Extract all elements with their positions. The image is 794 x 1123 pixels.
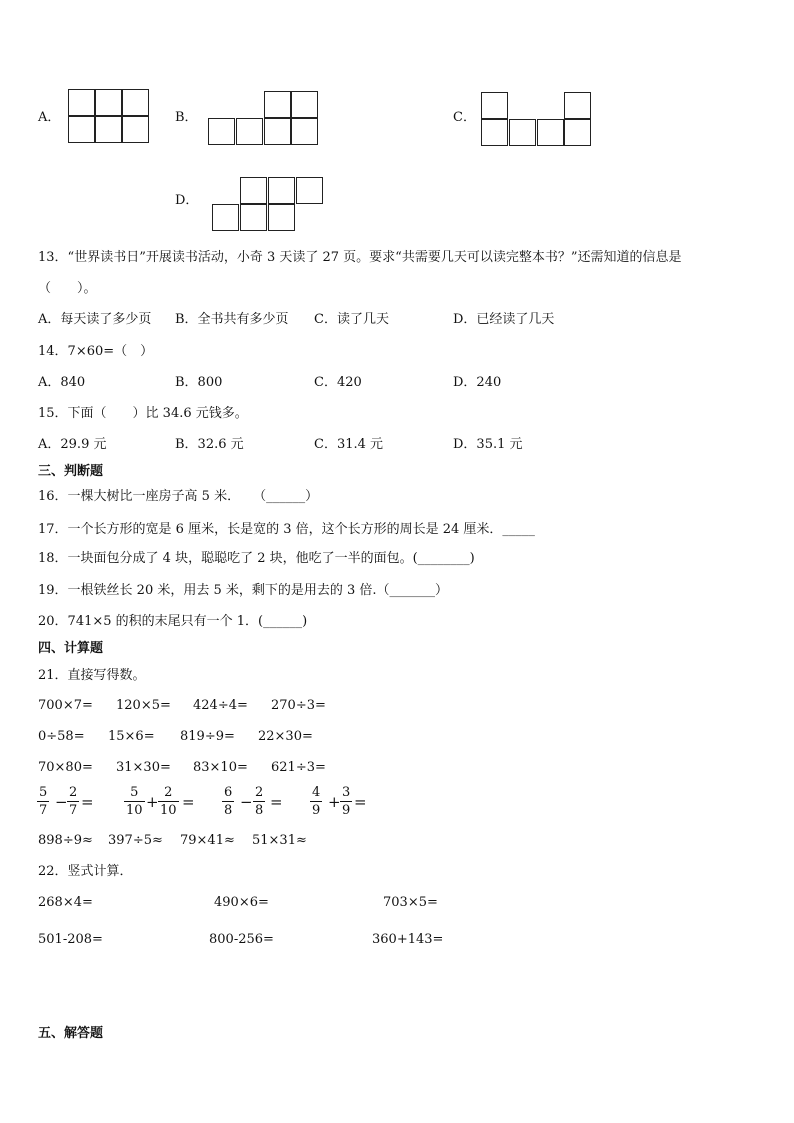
q12-option-b-label: B． bbox=[175, 110, 198, 125]
fraction-equals: = bbox=[270, 793, 283, 811]
q14-choice-b: B．800 bbox=[175, 375, 223, 390]
fraction: $\frac{4}{9}$ bbox=[312, 785, 321, 818]
q13-choice-d: D．已经读了几天 bbox=[453, 312, 555, 327]
q16: 16．一棵大树比一座房子高 5 米． （______） bbox=[38, 489, 319, 504]
q14-stem: 14．7×60=（ ） bbox=[38, 344, 154, 359]
calc-item: 0÷58= bbox=[38, 729, 85, 744]
fraction-equals: = bbox=[354, 793, 367, 811]
q14-choice-c: C．420 bbox=[314, 375, 362, 390]
section4-title: 四、计算题 bbox=[38, 641, 104, 656]
calc-item: 621÷3= bbox=[271, 760, 326, 775]
calc-item: 819÷9= bbox=[180, 729, 235, 744]
vertical-calc-item: 501-208= bbox=[38, 932, 103, 947]
calc-item: 397÷5≈ bbox=[108, 833, 163, 848]
fraction: $\frac{5}{7}$ bbox=[39, 785, 48, 818]
fraction-operator: − bbox=[240, 793, 253, 811]
calc-item: 70×80= bbox=[38, 760, 93, 775]
section3-title: 三、判断题 bbox=[38, 464, 104, 479]
q13-choice-b: B．全书共有多少页 bbox=[175, 312, 289, 327]
calc-item: 79×41≈ bbox=[180, 833, 235, 848]
q15-choice-d: D．35.1 元 bbox=[453, 437, 523, 452]
q13-blank: （ ）。 bbox=[38, 281, 97, 296]
calc-item: 898÷9≈ bbox=[38, 833, 93, 848]
calc-item: 31×30= bbox=[116, 760, 171, 775]
calc-item: 22×30= bbox=[258, 729, 313, 744]
fraction: $\frac{3}{9}$ bbox=[342, 785, 351, 818]
fraction: $\frac{2}{8}$ bbox=[255, 785, 264, 818]
calc-item: 15×6= bbox=[108, 729, 155, 744]
fraction: $\frac{5}{10}$ bbox=[126, 785, 143, 818]
calc-item: 51×31≈ bbox=[252, 833, 307, 848]
calc-item: 700×7= bbox=[38, 698, 93, 713]
q15-choice-b: B．32.6 元 bbox=[175, 437, 244, 452]
q15-choice-c: C．31.4 元 bbox=[314, 437, 384, 452]
fraction-operator: − bbox=[55, 793, 68, 811]
q19: 19．一根铁丝长 20 米，用去 5 米，剩下的是用去的 3 倍.（_______） bbox=[38, 583, 449, 598]
fraction-equals: = bbox=[182, 793, 195, 811]
fraction: $\frac{2}{10}$ bbox=[160, 785, 177, 818]
q12-option-d-label: D． bbox=[175, 193, 199, 208]
fraction-operator: + bbox=[146, 793, 159, 811]
section5-title: 五、解答题 bbox=[38, 1026, 104, 1041]
vertical-calc-item: 360+143= bbox=[372, 932, 444, 947]
q17: 17．一个长方形的宽是 6 厘米，长是宽的 3 倍，这个长方形的周长是 24 厘米．_____ bbox=[38, 522, 535, 537]
q18: 18．一块面包分成了 4 块，聪聪吃了 2 块，他吃了一半的面包。(________) bbox=[38, 551, 475, 566]
q13-choice-c: C．读了几天 bbox=[314, 312, 389, 327]
q13-choice-a: A．每天读了多少页 bbox=[38, 312, 152, 327]
q20: 20．741×5 的积的末尾只有一个 1．(______) bbox=[38, 614, 308, 629]
q14-choice-a: A．840 bbox=[38, 375, 86, 390]
q15-stem: 15．下面（ ）比 34.6 元钱多。 bbox=[38, 406, 248, 421]
calc-item: 424÷4= bbox=[193, 698, 248, 713]
calc-item: 120×5= bbox=[116, 698, 171, 713]
q15-choice-a: A．29.9 元 bbox=[38, 437, 107, 452]
q14-choice-d: D．240 bbox=[453, 375, 502, 390]
fraction: $\frac{2}{7}$ bbox=[69, 785, 78, 818]
vertical-calc-item: 800-256= bbox=[209, 932, 274, 947]
q13-stem: 13．“世界读书日”开展读书活动，小奇 3 天读了 27 页。要求“共需要几天可以读完整本书？”还需知道的信息是 bbox=[38, 250, 682, 265]
fraction-equals: = bbox=[81, 793, 94, 811]
q12-option-a-label: A． bbox=[38, 110, 61, 125]
vertical-calc-item: 268×4= bbox=[38, 895, 93, 910]
fraction: $\frac{6}{8}$ bbox=[224, 785, 233, 818]
q21-title: 21．直接写得数。 bbox=[38, 668, 146, 683]
vertical-calc-item: 490×6= bbox=[214, 895, 269, 910]
fraction-operator: + bbox=[328, 793, 341, 811]
q22-title: 22．竖式计算． bbox=[38, 864, 133, 879]
calc-item: 270÷3= bbox=[271, 698, 326, 713]
vertical-calc-item: 703×5= bbox=[383, 895, 438, 910]
q12-option-c-label: C． bbox=[453, 110, 476, 125]
calc-item: 83×10= bbox=[193, 760, 248, 775]
